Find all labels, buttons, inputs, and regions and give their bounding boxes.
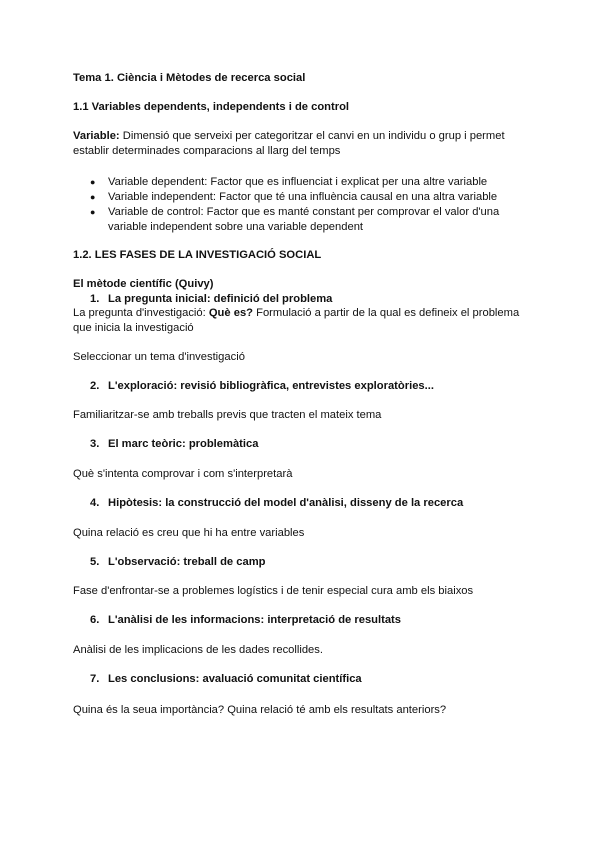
list-item-text: Variable independent: Factor que té una influència causal en una altra variable: [108, 191, 498, 203]
section-heading-variables: 1.1 Variables dependents, independents i de control: [73, 101, 350, 113]
list-item: [90, 175, 530, 190]
document-title: Tema 1. Ciència i Mètodes de recerca social: [73, 72, 306, 84]
step-number: 5.: [90, 556, 100, 568]
bullet-icon: ●: [90, 192, 96, 202]
bullet-icon: ●: [90, 207, 96, 217]
variable-definition: [73, 129, 528, 159]
step-title: La pregunta inicial: definició del problema: [108, 293, 333, 305]
step-heading-1: [90, 292, 332, 307]
step-3-description: Què s'intenta comprovar i com s'interpretarà: [73, 468, 293, 480]
variable-types-list: [90, 175, 530, 235]
method-heading: El mètode científic (Quivy): [73, 278, 214, 290]
step-title: El marc teòric: problemàtica: [108, 438, 259, 450]
variable-definition-text: Dimensió que serveixi per categoritzar el canvi en un individu o grup i permet establir determinades comparacions al llarg del temps: [73, 130, 505, 157]
step-number: 1.: [90, 293, 100, 305]
list-item: [90, 190, 530, 205]
step-heading-5: [90, 555, 265, 570]
list-item-text: Variable de control: Factor que es manté constant per comprovar el valor d'una variable independent sobre una variable dependent: [108, 206, 500, 233]
step-5-description: Fase d'enfrontar-se a problemes logístics i de tenir especial cura amb els biaixos: [73, 585, 474, 597]
step-title: L'exploració: revisió bibliogràfica, entrevistes exploratòries...: [108, 380, 434, 392]
step-number: 2.: [90, 380, 100, 392]
step-heading-4: [90, 496, 463, 511]
section-heading-phases: 1.2. LES FASES DE LA INVESTIGACIÓ SOCIAL: [73, 249, 322, 261]
step-7-description: Quina és la seua importància? Quina relació té amb els resultats anteriors?: [73, 704, 447, 716]
step-number: 7.: [90, 673, 100, 685]
step-2-description: Familiaritzar-se amb treballs previs que tracten el mateix tema: [73, 409, 382, 421]
list-item-text: Variable dependent: Factor que es influenciat i explicat per una altre variable: [108, 176, 488, 188]
step-1-description: La pregunta d'investigació: Què es? Formulació a partir de la qual es defineix el problema que inicia la investigació: [73, 307, 520, 334]
step-heading-6: [90, 613, 401, 628]
step-6-description: Anàlisi de les implicacions de les dades recollides.: [73, 644, 323, 656]
step-title: Hipòtesis: la construcció del model d'anàlisi, disseny de la recerca: [108, 497, 464, 509]
step-1-bold-question: Què es?: [208, 307, 254, 319]
step-title: Les conclusions: avaluació comunitat científica: [108, 673, 362, 685]
list-item: [90, 205, 530, 235]
step-number: 6.: [90, 614, 100, 626]
variable-term: Variable:: [73, 130, 120, 142]
bullet-icon: ●: [90, 177, 96, 187]
step-1-extra: Seleccionar un tema d'investigació: [73, 351, 245, 363]
step-4-description: Quina relació es creu que hi ha entre variables: [73, 527, 305, 539]
step-heading-3: [90, 437, 258, 452]
step-heading-7: [90, 672, 362, 687]
step-number: 4.: [90, 497, 100, 509]
step-heading-2: [90, 379, 434, 394]
step-title: L'anàlisi de les informacions: interpretació de resultats: [108, 614, 401, 626]
step-title: L'observació: treball de camp: [108, 556, 266, 568]
step-number: 3.: [90, 438, 100, 450]
